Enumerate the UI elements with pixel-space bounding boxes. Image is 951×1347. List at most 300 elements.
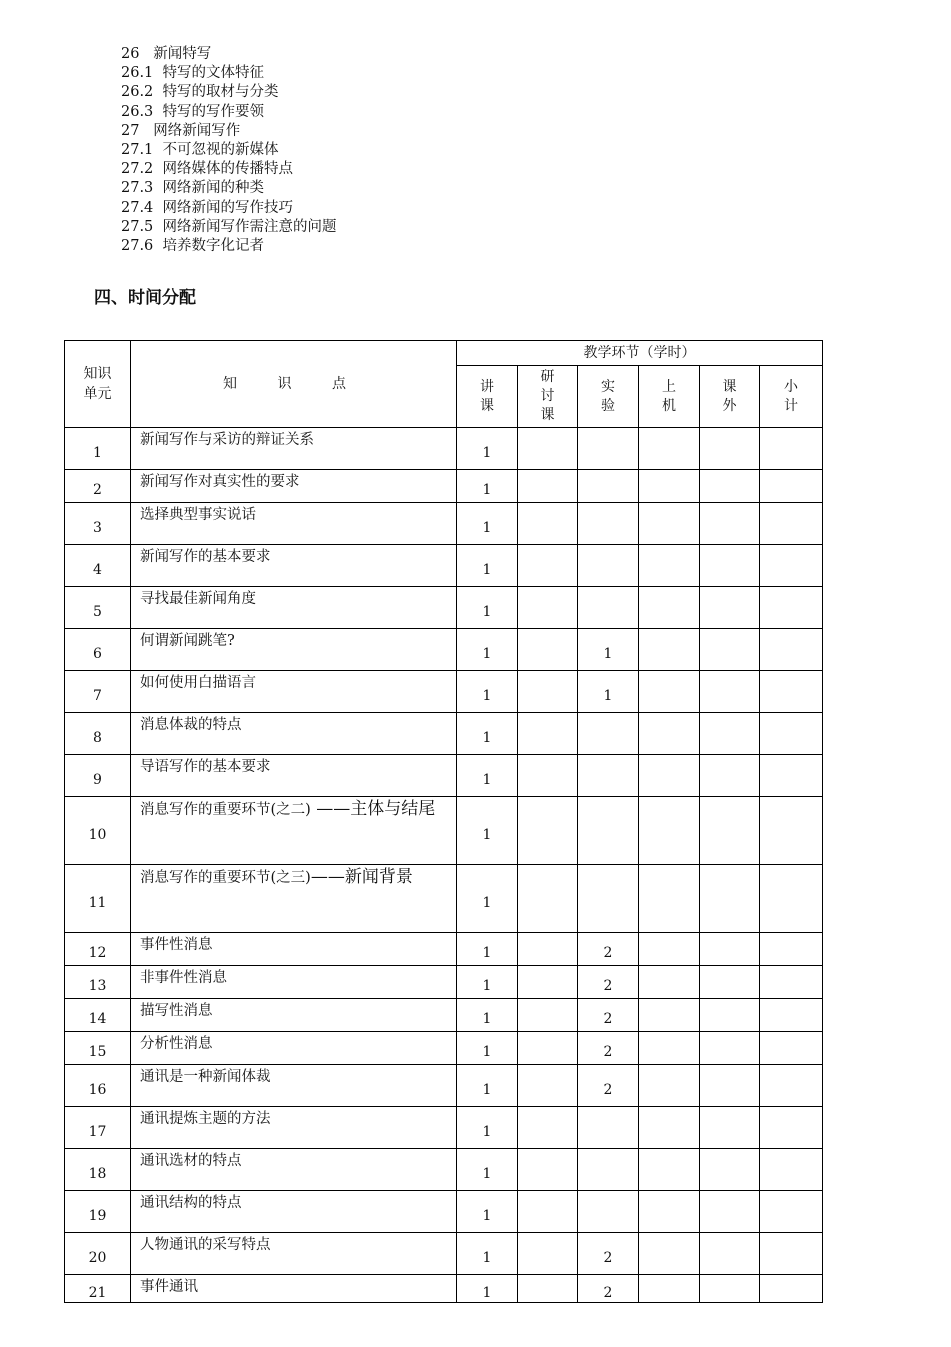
table-row [65,671,823,713]
unit-number-text: 5 [93,603,102,620]
unit-number [65,1065,131,1107]
table-row [65,933,823,966]
hours-experiment [578,1149,639,1191]
knowledge-point-text: 事件性消息 [140,937,213,953]
hours-value: 1 [482,894,492,911]
table-row [65,1032,823,1065]
header-extracurricular [700,366,760,428]
hours-experiment [578,503,639,545]
toc-line: 27.6 培养数字化记者 [121,238,265,255]
toc-line: 27.5 网络新闻写作需注意的问题 [121,218,337,235]
unit-number-text: 2 [93,482,102,498]
hours-experiment [578,1191,639,1233]
hours-subtotal [760,1065,823,1107]
hours-lecture [457,713,518,755]
hours-value: 1 [482,687,492,704]
hours-extracurricular [700,671,760,713]
table-row [65,545,823,587]
table-row [65,1275,823,1303]
unit-number [65,933,131,966]
header-subtotal [760,366,823,428]
unit-number [65,629,131,671]
hours-subtotal [760,1191,823,1233]
hours-value: 1 [482,561,492,578]
knowledge-point-tail: ——新闻背景 [310,867,413,887]
header-char: 讨 [540,388,555,404]
unit-number-text: 14 [88,1011,107,1027]
hours-computer-lab [639,1191,700,1233]
hours-lecture [457,1275,518,1303]
hours-value: 1 [482,1011,492,1027]
hours-experiment [578,629,639,671]
knowledge-point [131,1149,457,1191]
hours-extracurricular [700,797,760,865]
unit-number-text: 3 [93,519,102,536]
knowledge-point [131,755,457,797]
knowledge-point-tail: ——主体与结尾 [310,799,436,819]
hours-value: 2 [603,1249,613,1266]
hours-computer-lab [639,587,700,629]
hours-subtotal [760,1107,823,1149]
hours-value: 1 [482,519,492,536]
knowledge-point-text: 新闻写作对真实性的要求 [140,474,300,490]
hours-experiment [578,428,639,470]
hours-seminar [518,1191,578,1233]
knowledge-point-text: 新闻写作的基本要求 [140,549,271,565]
hours-subtotal [760,713,823,755]
hours-extracurricular [700,865,760,933]
unit-number [65,713,131,755]
table-of-contents [121,45,337,256]
knowledge-point-text: 通讯提炼主题的方法 [140,1111,271,1127]
hours-seminar [518,545,578,587]
hours-lecture [457,428,518,470]
hours-computer-lab [639,1065,700,1107]
hours-lecture [457,503,518,545]
knowledge-point [131,713,457,755]
knowledge-point [131,629,457,671]
unit-number [65,545,131,587]
unit-number [65,1107,131,1149]
header-unit-line1: 知识 [83,366,112,382]
hours-computer-lab [639,545,700,587]
time-allocation-table [64,340,823,1303]
unit-number [65,797,131,865]
knowledge-point [131,966,457,999]
knowledge-point-text: 分析性消息 [140,1036,213,1052]
hours-experiment [578,755,639,797]
hours-value: 1 [482,978,492,994]
hours-computer-lab [639,999,700,1032]
hours-seminar [518,865,578,933]
knowledge-point [131,1032,457,1065]
hours-extracurricular [700,933,760,966]
table-row [65,1149,823,1191]
hours-extracurricular [700,629,760,671]
knowledge-point [131,933,457,966]
unit-number-text: 15 [88,1044,107,1060]
hours-seminar [518,1032,578,1065]
table-row [65,1107,823,1149]
hours-extracurricular [700,755,760,797]
hours-subtotal [760,470,823,503]
knowledge-point-text: 人物通讯的采写特点 [140,1237,271,1253]
hours-value: 1 [482,645,492,662]
hours-value: 2 [603,1284,613,1301]
header-char: 课 [722,378,737,395]
hours-value: 1 [482,1123,492,1140]
hours-computer-lab [639,966,700,999]
knowledge-point-text: 事件通讯 [140,1279,198,1295]
header-unit [65,341,131,428]
hours-seminar [518,1149,578,1191]
hours-lecture [457,865,518,933]
hours-computer-lab [639,428,700,470]
hours-seminar [518,629,578,671]
hours-computer-lab [639,1107,700,1149]
toc-line: 27.4 网络新闻的写作技巧 [121,199,294,216]
hours-lecture [457,1065,518,1107]
hours-extracurricular [700,545,760,587]
table-row [65,1191,823,1233]
hours-seminar [518,428,578,470]
unit-number [65,1191,131,1233]
header-char: 外 [722,397,737,414]
hours-value: 1 [482,482,492,498]
hours-subtotal [760,865,823,933]
hours-seminar [518,933,578,966]
unit-number [65,470,131,503]
hours-subtotal [760,629,823,671]
unit-number [65,999,131,1032]
hours-lecture [457,1107,518,1149]
hours-computer-lab [639,1032,700,1065]
hours-lecture [457,1233,518,1275]
unit-number-text: 1 [93,444,102,461]
knowledge-point [131,1107,457,1149]
hours-extracurricular [700,1233,760,1275]
knowledge-point [131,428,457,470]
hours-seminar [518,1275,578,1303]
table-row [65,428,823,470]
hours-experiment [578,713,639,755]
hours-seminar [518,713,578,755]
unit-number-text: 10 [88,826,107,843]
hours-computer-lab [639,865,700,933]
header-unit-line2: 单元 [83,386,112,402]
hours-subtotal [760,1233,823,1275]
section-heading: 四、时间分配 [94,288,196,308]
header-char: 小 [784,378,799,395]
hours-value: 2 [603,1011,613,1027]
hours-experiment [578,999,639,1032]
unit-number [65,755,131,797]
header-char: 研 [540,369,555,385]
hours-extracurricular [700,587,760,629]
knowledge-point-text: 选择典型事实说话 [140,507,256,523]
hours-lecture [457,1032,518,1065]
hours-value: 1 [482,603,492,620]
hours-lecture [457,470,518,503]
hours-subtotal [760,587,823,629]
hours-subtotal [760,503,823,545]
hours-computer-lab [639,755,700,797]
header-char: 课 [480,397,494,414]
header-char: 验 [601,397,615,414]
table-row [65,755,823,797]
knowledge-point-text: 新闻写作与采访的辩证关系 [140,432,314,448]
toc-line: 27.1 不可忽视的新媒体 [121,142,279,159]
header-char: 机 [662,397,676,414]
toc-line: 26.3 特写的写作要领 [121,103,265,120]
hours-value: 1 [482,729,492,746]
hours-computer-lab [639,629,700,671]
hours-seminar [518,966,578,999]
unit-number-text: 16 [88,1081,107,1098]
knowledge-point-text: 消息体裁的特点 [140,717,242,733]
hours-subtotal [760,797,823,865]
knowledge-point [131,545,457,587]
table-row [65,587,823,629]
knowledge-point-text: 导语写作的基本要求 [140,759,271,775]
unit-number [65,671,131,713]
hours-extracurricular [700,1191,760,1233]
toc-line: 26.2 特写的取材与分类 [121,84,279,101]
hours-extracurricular [700,1107,760,1149]
hours-experiment [578,865,639,933]
knowledge-point [131,865,457,933]
unit-number-text: 19 [88,1207,107,1224]
knowledge-point [131,587,457,629]
unit-number [65,1149,131,1191]
hours-seminar [518,797,578,865]
hours-seminar [518,755,578,797]
hours-seminar [518,470,578,503]
unit-number-text: 12 [88,945,107,961]
hours-experiment [578,671,639,713]
hours-computer-lab [639,1233,700,1275]
hours-value: 1 [603,687,613,704]
hours-value: 1 [482,1207,492,1224]
hours-value: 2 [603,978,613,994]
hours-experiment [578,966,639,999]
unit-number-text: 20 [88,1249,107,1266]
hours-seminar [518,1233,578,1275]
hours-value: 1 [603,645,613,662]
knowledge-point-text: 通讯选材的特点 [140,1153,242,1169]
hours-computer-lab [639,933,700,966]
hours-computer-lab [639,1275,700,1303]
unit-number [65,966,131,999]
hours-lecture [457,545,518,587]
unit-number-text: 18 [88,1165,107,1182]
hours-experiment [578,1065,639,1107]
hours-value: 1 [482,1165,492,1182]
header-char: 实 [601,378,615,395]
knowledge-point [131,797,457,865]
hours-value: 1 [482,1284,492,1301]
unit-number-text: 11 [88,894,107,911]
header-char: 课 [540,407,555,423]
header-lecture [457,366,518,428]
header-knowledge-point: 知 识 点 [131,341,457,428]
hours-value: 1 [482,826,492,843]
knowledge-point-text: 寻找最佳新闻角度 [140,591,256,607]
hours-value: 2 [603,1044,613,1060]
unit-number [65,1032,131,1065]
hours-lecture [457,671,518,713]
header-computer-lab [639,366,700,428]
hours-seminar [518,503,578,545]
hours-experiment [578,933,639,966]
knowledge-point-text: 如何使用白描语言 [140,675,256,691]
table-row [65,1233,823,1275]
hours-experiment [578,587,639,629]
hours-extracurricular [700,713,760,755]
toc-line: 27.2 网络媒体的传播特点 [121,161,294,178]
hours-subtotal [760,933,823,966]
unit-number-text: 21 [88,1284,107,1301]
hours-experiment [578,1233,639,1275]
hours-seminar [518,1065,578,1107]
hours-extracurricular [700,503,760,545]
hours-seminar [518,671,578,713]
hours-value: 1 [482,945,492,961]
knowledge-point [131,1275,457,1303]
hours-extracurricular [700,999,760,1032]
hours-extracurricular [700,1032,760,1065]
hours-experiment [578,1032,639,1065]
hours-value: 2 [603,945,613,961]
hours-extracurricular [700,1149,760,1191]
unit-number [65,428,131,470]
table-row [65,865,823,933]
table-row [65,999,823,1032]
hours-lecture [457,755,518,797]
table-row [65,713,823,755]
hours-extracurricular [700,966,760,999]
hours-computer-lab [639,797,700,865]
hours-value: 2 [603,1081,613,1098]
header-experiment [578,366,639,428]
hours-subtotal [760,966,823,999]
hours-subtotal [760,1275,823,1303]
unit-number [65,1275,131,1303]
table-row [65,966,823,999]
hours-experiment [578,545,639,587]
hours-lecture [457,966,518,999]
toc-line: 26 新闻特写 [121,46,212,62]
table-row [65,797,823,865]
unit-number [65,865,131,933]
header-seminar [518,366,578,428]
hours-extracurricular [700,1275,760,1303]
header-char: 计 [784,397,799,414]
hours-lecture [457,1191,518,1233]
hours-extracurricular [700,470,760,503]
knowledge-point-text: 通讯结构的特点 [140,1195,242,1211]
knowledge-point [131,999,457,1032]
unit-number [65,503,131,545]
unit-number-text: 4 [93,561,102,578]
hours-lecture [457,1149,518,1191]
hours-value: 1 [482,1044,492,1060]
knowledge-point [131,470,457,503]
hours-experiment [578,797,639,865]
hours-lecture [457,587,518,629]
unit-number [65,587,131,629]
hours-lecture [457,933,518,966]
hours-computer-lab [639,671,700,713]
hours-experiment [578,1107,639,1149]
unit-number-text: 7 [93,687,102,704]
knowledge-point [131,1065,457,1107]
unit-number [65,1233,131,1275]
hours-computer-lab [639,1149,700,1191]
header-char: 讲 [480,378,494,395]
hours-value: 1 [482,1081,492,1098]
hours-value: 1 [482,444,492,461]
knowledge-point [131,1191,457,1233]
hours-lecture [457,797,518,865]
unit-number-text: 9 [93,771,102,788]
hours-subtotal [760,428,823,470]
hours-computer-lab [639,470,700,503]
hours-seminar [518,999,578,1032]
knowledge-point-text: 通讯是一种新闻体裁 [140,1069,271,1085]
hours-experiment [578,470,639,503]
knowledge-point-text: 非事件性消息 [140,970,227,986]
table-row [65,503,823,545]
hours-subtotal [760,671,823,713]
hours-value: 1 [482,771,492,788]
hours-value: 1 [482,1249,492,1266]
hours-lecture [457,999,518,1032]
table-row [65,629,823,671]
hours-extracurricular [700,428,760,470]
hours-subtotal [760,1149,823,1191]
hours-subtotal [760,1032,823,1065]
knowledge-point-text: 描写性消息 [140,1003,213,1019]
knowledge-point-text: 消息写作的重要环节(之二) [140,802,311,818]
unit-number-text: 6 [93,645,102,662]
hours-seminar [518,1107,578,1149]
toc-line: 27 网络新闻写作 [121,122,241,139]
knowledge-point-text: 消息写作的重要环节(之三) [140,870,311,886]
hours-seminar [518,587,578,629]
hours-computer-lab [639,713,700,755]
hours-experiment [578,1275,639,1303]
unit-number-text: 13 [88,978,107,994]
knowledge-point [131,1233,457,1275]
hours-extracurricular [700,1065,760,1107]
knowledge-point-text: 何谓新闻跳笔? [140,633,235,649]
toc-line: 27.3 网络新闻的种类 [121,180,265,197]
toc-line: 26.1 特写的文体特征 [121,65,265,82]
hours-lecture [457,629,518,671]
header-char: 上 [662,378,676,395]
knowledge-point [131,503,457,545]
table-row [65,470,823,503]
hours-subtotal [760,545,823,587]
unit-number-text: 8 [93,729,102,746]
unit-number-text: 17 [88,1123,107,1140]
hours-subtotal [760,755,823,797]
hours-computer-lab [639,503,700,545]
table-row [65,1065,823,1107]
header-teaching-sections: 教学环节（学时） [457,341,823,366]
knowledge-point [131,671,457,713]
